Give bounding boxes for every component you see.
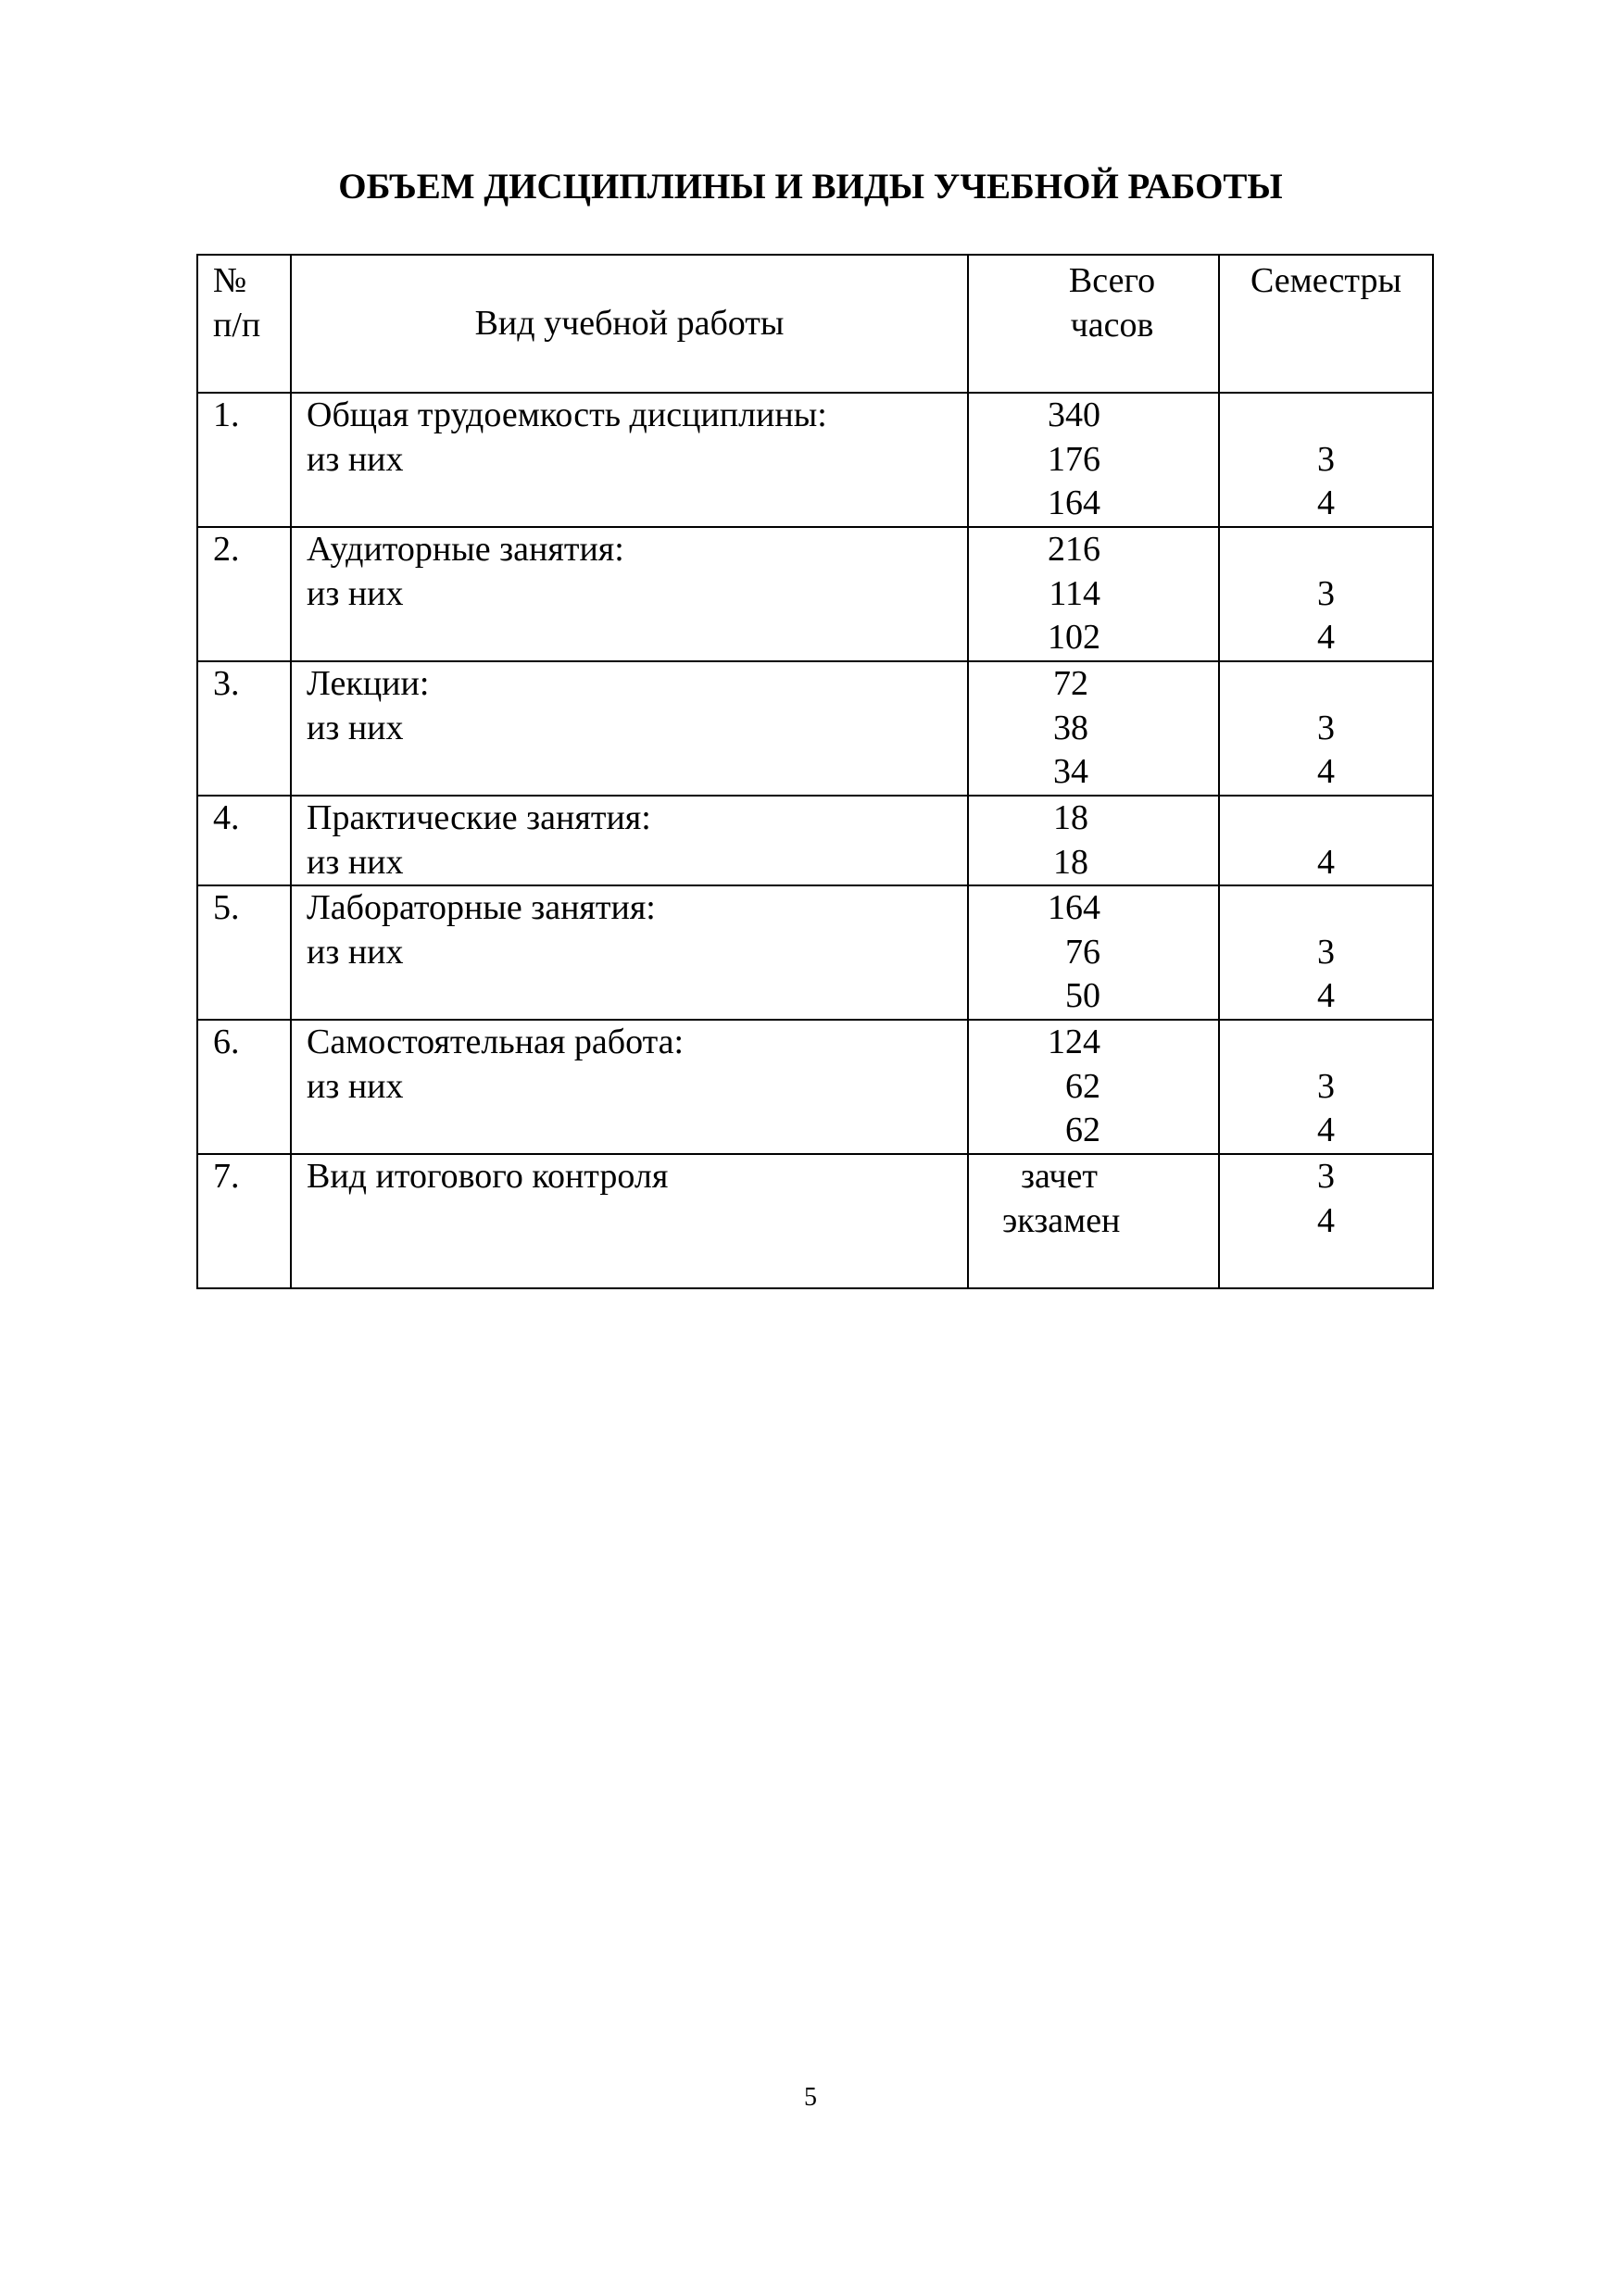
row-work-type — [291, 661, 968, 796]
hours-semester-a: 18 — [1053, 842, 1088, 882]
table-row — [197, 661, 1433, 796]
page-title: ОБЪЕМ ДИСЦИПЛИНЫ И ВИДЫ УЧЕБНОЙ РАБОТЫ — [338, 167, 1283, 207]
table-row — [197, 796, 1433, 885]
page-number: 5 — [804, 2083, 817, 2112]
semester-a: 3 — [1317, 932, 1335, 972]
hours-semester-b: 102 — [1048, 618, 1100, 657]
row-number: 6. — [197, 1020, 291, 1154]
semester-a: 4 — [1317, 842, 1335, 882]
header-work-type: Вид учебной работы — [291, 255, 968, 393]
semester-b: 4 — [1317, 1200, 1335, 1240]
row-semesters — [1219, 661, 1433, 796]
control-exam: экзамен — [1002, 1200, 1121, 1240]
hours-semester-a: 176 — [1048, 439, 1100, 479]
row-hours — [968, 393, 1219, 527]
table-row — [197, 393, 1433, 527]
semester-a: 3 — [1317, 708, 1335, 747]
header-semesters: Семестры — [1219, 255, 1433, 393]
hours-total: 18 — [1053, 798, 1088, 837]
work-type-sub: из них — [307, 842, 404, 882]
semester-b: 4 — [1317, 752, 1335, 791]
table-row — [197, 1020, 1433, 1154]
work-type-sub: из них — [307, 439, 404, 479]
hours-semester-a: 38 — [1053, 708, 1088, 747]
work-type-label: Лабораторные занятия: — [307, 888, 656, 927]
row-hours — [968, 527, 1219, 661]
row-semesters — [1219, 527, 1433, 661]
header-hours-line2: часов — [1070, 305, 1154, 345]
semester-a: 3 — [1317, 1066, 1335, 1106]
header-number — [197, 255, 291, 393]
row-control-type — [968, 1154, 1219, 1288]
row-number: 7. — [197, 1154, 291, 1288]
row-semesters — [1219, 393, 1433, 527]
row-semesters — [1219, 796, 1433, 885]
row-hours — [968, 796, 1219, 885]
header-hours-line1: Всего — [1068, 261, 1156, 300]
work-type-label: Самостоятельная работа: — [307, 1023, 685, 1061]
row-hours — [968, 1020, 1219, 1154]
work-type-label: Лекции: — [307, 664, 430, 703]
work-type-label: Вид итогового контроля — [307, 1157, 669, 1196]
hours-semester-a: 76 — [1065, 932, 1100, 972]
hours-total: 164 — [1048, 888, 1100, 927]
row-work-type — [291, 885, 968, 1020]
hours-total: 216 — [1048, 530, 1100, 569]
hours-total: 340 — [1048, 395, 1100, 434]
table-row — [197, 1154, 1433, 1288]
hours-semester-b: 164 — [1048, 483, 1100, 522]
hours-semester-a: 62 — [1065, 1066, 1100, 1106]
row-number: 2. — [197, 527, 291, 661]
row-hours — [968, 885, 1219, 1020]
hours-semester-a: 114 — [1049, 573, 1100, 613]
work-type-label: Практические занятия: — [307, 798, 651, 837]
row-hours — [968, 661, 1219, 796]
semester-a: 3 — [1317, 1157, 1335, 1196]
work-type-sub: из них — [307, 932, 404, 972]
row-work-type — [291, 1020, 968, 1154]
work-type-sub: из них — [307, 1066, 404, 1106]
row-work-type — [291, 1154, 968, 1288]
work-type-sub: из них — [307, 708, 404, 747]
header-number-line2: п/п — [213, 305, 261, 345]
row-semesters — [1219, 1154, 1433, 1288]
row-number: 4. — [197, 796, 291, 885]
row-number: 5. — [197, 885, 291, 1020]
work-type-sub: из них — [307, 573, 404, 613]
row-work-type — [291, 527, 968, 661]
semester-a: 3 — [1317, 439, 1335, 479]
row-semesters — [1219, 1020, 1433, 1154]
work-type-label: Аудиторные занятия: — [307, 530, 624, 569]
hours-semester-b: 50 — [1065, 976, 1100, 1015]
control-credit: зачет — [1021, 1157, 1098, 1196]
hours-total: 72 — [1053, 664, 1088, 703]
hours-semester-b: 34 — [1053, 752, 1088, 791]
table-row — [197, 527, 1433, 661]
semester-a: 3 — [1317, 573, 1335, 613]
hours-total: 124 — [1048, 1023, 1100, 1061]
hours-semester-b: 62 — [1065, 1110, 1100, 1149]
semester-b: 4 — [1317, 618, 1335, 657]
table-header-row — [197, 255, 1433, 393]
work-type-label: Общая трудоемкость дисциплины: — [307, 395, 827, 434]
table-row — [197, 885, 1433, 1020]
row-work-type — [291, 393, 968, 527]
semester-b: 4 — [1317, 976, 1335, 1015]
header-total-hours — [968, 255, 1219, 393]
row-work-type — [291, 796, 968, 885]
row-semesters — [1219, 885, 1433, 1020]
header-number-line1: № — [213, 261, 247, 300]
semester-b: 4 — [1317, 483, 1335, 522]
work-volume-table — [196, 254, 1434, 1289]
row-number: 1. — [197, 393, 291, 527]
row-number: 3. — [197, 661, 291, 796]
semester-b: 4 — [1317, 1110, 1335, 1149]
